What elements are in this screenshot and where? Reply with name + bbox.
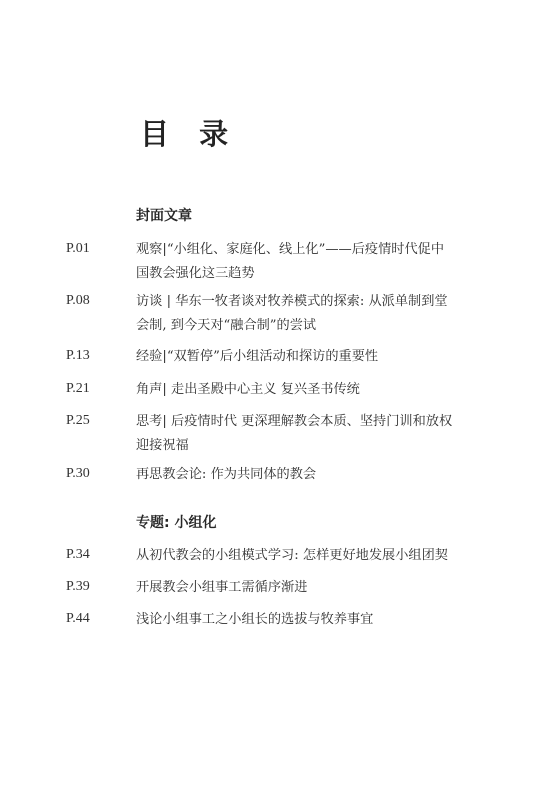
page-number: P.13 [66, 348, 90, 363]
entry-title: 访谈 | 华东一牧者谈对牧养模式的探索: 从派单制到堂 会制, 到今天对“融合制”的尝试 [136, 294, 448, 333]
section-heading-topic: 专题: 小组化 [136, 515, 217, 531]
entry-title: 再思教会论: 作为共同体的教会 [136, 467, 317, 482]
page-number: P.25 [66, 413, 90, 428]
entry-title: 经验|“双暂停”后小组活动和探访的重要性 [136, 349, 379, 364]
entry-title: 开展教会小组事工需循序渐进 [136, 580, 308, 595]
page-number: P.39 [66, 579, 90, 594]
page-number: P.44 [66, 611, 90, 626]
entry-title: 浅论小组事工之小组长的选拔与牧养事宜 [136, 612, 374, 627]
section-heading-cover: 封面文章 [136, 208, 192, 224]
page-number: P.08 [66, 293, 90, 308]
entry-title: 思考| 后疫情时代 更深理解教会本质、坚持门训和放权 迎接祝福 [136, 414, 453, 453]
toc-title: 目 录 [140, 117, 239, 151]
page-number: P.34 [66, 547, 90, 562]
page-number: P.21 [66, 381, 90, 396]
entry-title: 从初代教会的小组模式学习: 怎样更好地发展小组团契 [136, 548, 448, 563]
entry-title: 观察|“小组化、家庭化、线上化”——后疫情时代促中 国教会强化这三趋势 [136, 242, 445, 281]
page-number: P.30 [66, 466, 90, 481]
page-number: P.01 [66, 241, 90, 256]
entry-title: 角声| 走出圣殿中心主义 复兴圣书传统 [136, 382, 360, 397]
